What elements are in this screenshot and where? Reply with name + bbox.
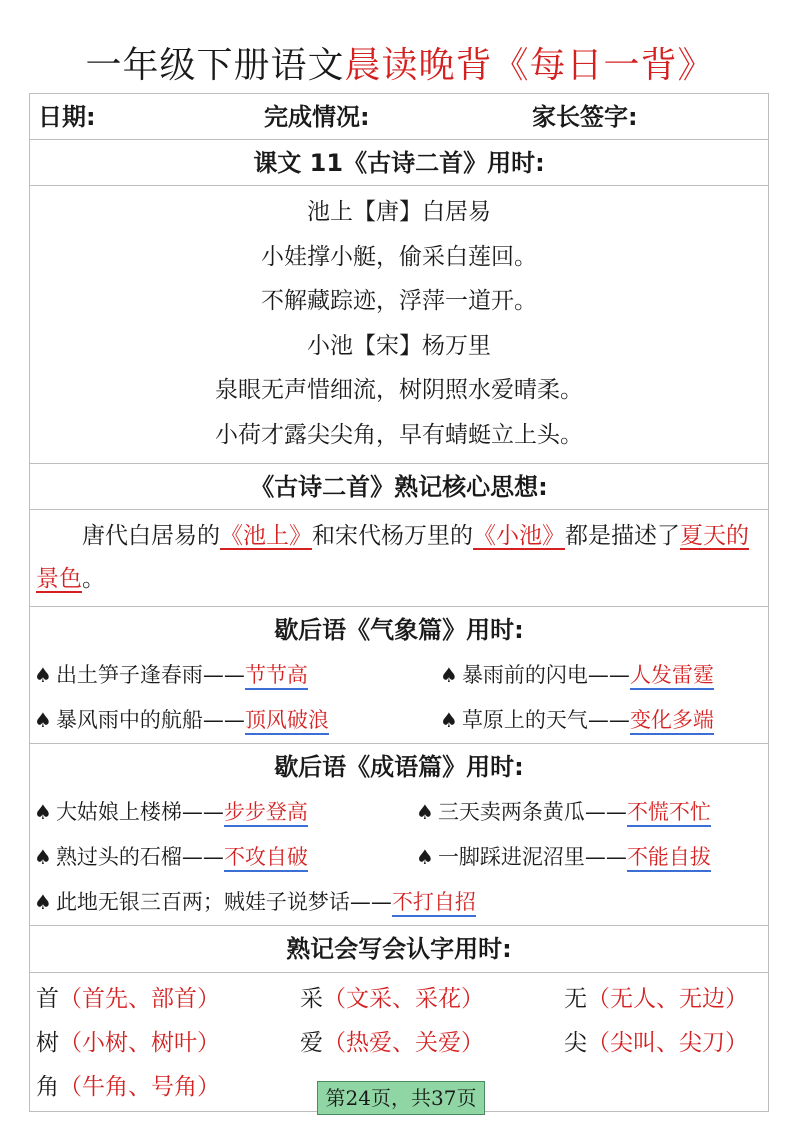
char: 树	[36, 1030, 59, 1056]
idiom-row-3	[30, 880, 768, 925]
spade-icon: ♠	[416, 800, 434, 824]
core-answer-2: 《小池》	[473, 523, 565, 549]
spade-icon: ♠	[34, 890, 52, 914]
char-words: （首先、部首）	[59, 986, 220, 1012]
proverb-answer: 步步登高	[224, 800, 308, 827]
char-item	[300, 977, 484, 1021]
char-words: （小树、树叶）	[59, 1030, 220, 1056]
list-item	[34, 653, 308, 698]
char-words: （无人、无边）	[587, 986, 748, 1012]
char-item	[36, 977, 220, 1021]
poem-line: 不解藏踪迹，浮萍一道开。	[261, 288, 537, 314]
spade-icon: ♠	[34, 800, 52, 824]
char: 爱	[300, 1030, 323, 1056]
idiom-row-2	[30, 835, 768, 880]
poem-block	[30, 186, 768, 464]
chars-row-2	[30, 1021, 768, 1065]
title-black: 一年级下册语文	[85, 45, 345, 86]
lesson-header: 课文 11《古诗二首》用时:	[30, 140, 768, 186]
char-item	[564, 1021, 748, 1065]
char: 采	[300, 986, 323, 1012]
proverb-question: 草原上的天气——	[461, 708, 630, 732]
proverb-question: 大姑娘上楼梯——	[55, 800, 224, 824]
core-answer-3: 夏天的景色	[36, 523, 749, 592]
spade-icon: ♠	[34, 708, 52, 732]
weather-section	[30, 607, 768, 744]
list-item	[440, 698, 714, 743]
proverb-answer: 变化多端	[630, 708, 714, 735]
title-red: 晨读晚背《每日一背》	[344, 45, 715, 86]
worksheet	[29, 93, 769, 1112]
char-words: （热爱、关爱）	[323, 1030, 484, 1056]
info-row	[30, 94, 768, 140]
proverb-question: 出土笋子逢春雨——	[55, 663, 245, 687]
core-text: 唐代白居易的	[82, 523, 220, 549]
list-item	[34, 698, 329, 743]
poem-line: 泉眼无声惜细流，树阴照水爱晴柔。	[215, 377, 583, 403]
core-answer-1: 《池上》	[220, 523, 312, 549]
char: 角	[36, 1074, 59, 1100]
list-item	[34, 790, 308, 835]
chars-row-1	[30, 977, 768, 1021]
char-item	[36, 1065, 220, 1109]
proverb-answer: 不打自招	[392, 890, 476, 917]
weather-header: 歇后语《气象篇》用时:	[274, 616, 524, 644]
list-item	[34, 880, 476, 925]
char-item	[564, 977, 748, 1021]
proverb-question: 熟过头的石榴——	[55, 845, 224, 869]
char-item	[300, 1021, 484, 1065]
list-item	[440, 653, 714, 698]
idiom-header: 歇后语《成语篇》用时:	[274, 753, 524, 781]
core-text: 和宋代杨万里的	[312, 523, 473, 549]
proverb-answer: 不能自拔	[627, 845, 711, 872]
spade-icon: ♠	[440, 708, 458, 732]
char-words: （尖叫、尖刀）	[587, 1030, 748, 1056]
list-item	[34, 835, 308, 880]
poem-line: 小娃撑小艇，偷采白莲回。	[261, 243, 537, 270]
spade-icon: ♠	[416, 845, 434, 869]
proverb-answer: 顶风破浪	[245, 708, 329, 735]
char: 无	[564, 986, 587, 1012]
spade-icon: ♠	[34, 663, 52, 687]
char: 尖	[564, 1030, 587, 1056]
char: 首	[36, 986, 59, 1012]
core-header: 《古诗二首》熟记核心思想:	[30, 464, 768, 510]
date-label: 日期:	[38, 103, 96, 131]
core-text: 都是描述了	[565, 523, 680, 549]
proverb-answer: 人发雷霆	[630, 663, 714, 690]
poem-title-2: 小池【宋】杨万里	[307, 332, 491, 359]
core-paragraph	[30, 510, 768, 607]
proverb-answer: 节节高	[245, 663, 308, 690]
proverb-question: 暴雨前的闪电——	[461, 663, 630, 687]
weather-row-1	[30, 653, 768, 698]
proverb-answer: 不慌不忙	[627, 800, 711, 827]
proverb-question: 一脚踩进泥沼里——	[437, 845, 627, 869]
char-words: （文采、采花）	[323, 986, 484, 1012]
chars-header: 熟记会写会认字用时:	[30, 926, 768, 973]
poem-title-1: 池上【唐】白居易	[307, 199, 491, 225]
spade-icon: ♠	[34, 845, 52, 869]
page-number-badge: 第24页，共37页	[317, 1081, 485, 1115]
proverb-question: 暴风雨中的航船——	[55, 708, 245, 732]
proverb-answer: 不攻自破	[224, 845, 308, 872]
char-words: （牛角、号角）	[59, 1074, 220, 1100]
proverb-question: 此地无银三百两；贼娃子说梦话——	[55, 890, 392, 914]
list-item	[416, 835, 711, 880]
proverb-question: 三天卖两条黄瓜——	[437, 800, 627, 824]
weather-row-2	[30, 698, 768, 743]
list-item	[416, 790, 711, 835]
page-title	[0, 40, 800, 92]
char-item	[36, 1021, 220, 1065]
idiom-section	[30, 744, 768, 926]
status-label: 完成情况:	[264, 103, 370, 131]
poem-line: 小荷才露尖尖角，早有蜻蜓立上头。	[215, 421, 583, 448]
signature-label: 家长签字:	[532, 103, 638, 131]
core-text: 。	[82, 566, 105, 592]
idiom-row-1	[30, 790, 768, 835]
spade-icon: ♠	[440, 663, 458, 687]
